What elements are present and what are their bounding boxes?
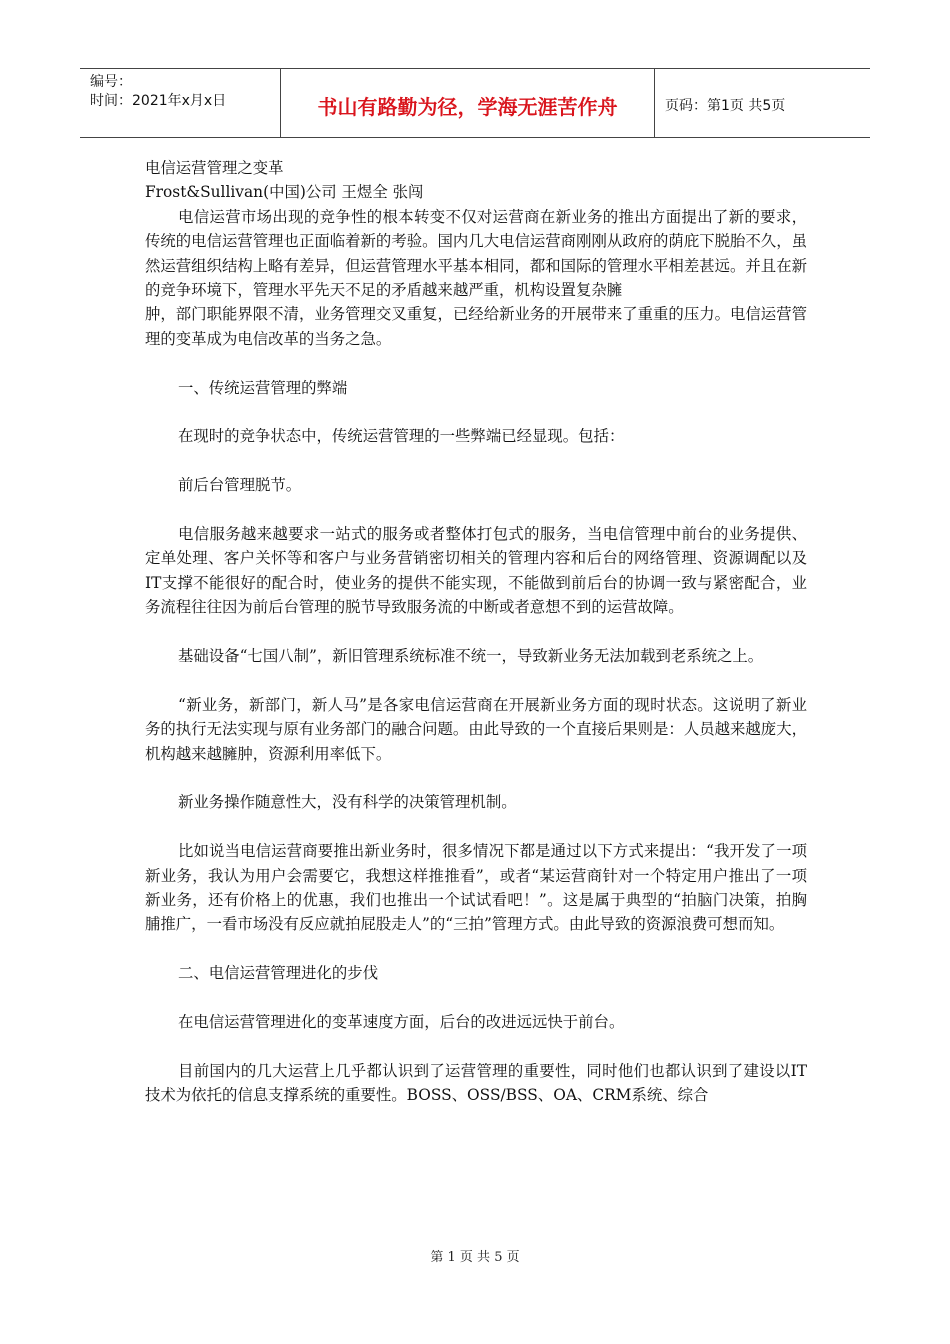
paragraph: “新业务，新部门，新人马”是各家电信运营商在开展新业务方面的现时状态。这说明了新业务的执行无法实现与原有业务部门的融合问题。由此导致的一个直接后果则是：人员越来越庞大，机构越来越臃肿，资源利用率低下。 <box>145 695 807 763</box>
intro-paragraph-continued: 肿，部门职能界限不清，业务管理交叉重复，已经给新业务的开展带来了重重的压力。电信运营管理的变革成为电信改革的当务之急。 <box>145 305 807 348</box>
paragraph: 基础设备“七国八制”，新旧管理系统标准不统一，导致新业务无法加载到老系统之上。 <box>178 647 764 666</box>
document-body <box>145 156 807 1108</box>
paragraph: 新业务操作随意性大，没有科学的决策管理机制。 <box>178 793 517 812</box>
document-title: 电信运营管理之变革 <box>145 159 284 177</box>
page-footer: 第 1 页 共 5 页 <box>430 1250 520 1265</box>
section-heading-2: 二、电信运营管理进化的步伐 <box>178 964 379 983</box>
paragraph: 电信服务越来越要求一站式的服务或者整体打包式的服务，当电信管理中前台的业务提供、定单处理、客户关怀等和客户与业务营销密切相关的管理内容和后台的网络管理、资源调配以及IT支撑不能很好的配合时，使业务的提供不能实现，不能做到前后台的协调一致与紧密配合，业务流程往往因为前后台管理的脱节导致服务流的中断或者意想不到的运营故障。 <box>145 525 807 617</box>
paragraph: 前后台管理脱节。 <box>178 476 302 495</box>
paragraph: 在现时的竞争状态中，传统运营管理的一些弊端已经显现。包括： <box>178 427 625 446</box>
time-label: 时间：2021年x月x日 <box>90 93 227 109</box>
intro-paragraph: 电信运营市场出现的竞争性的根本转变不仅对运营商在新业务的推出方面提出了新的要求，传统的电信运营管理也正面临着新的考验。国内几大电信运营商刚刚从政府的荫庇下脱胎不久，虽然运营组织结构上略有差异，但运营管理水平基本相同，都和国际的管理水平相差甚远。并且在新的竞争环境下，管理水平先天不足的矛盾越来越严重，机构设置复杂臃 <box>145 207 807 300</box>
serial-label: 编号： <box>90 74 132 90</box>
paragraph: 在电信运营管理进化的变革速度方面，后台的改进远远快于前台。 <box>178 1013 625 1032</box>
paragraph: 目前国内的几大运营上几乎都认识到了运营管理的重要性，同时他们也都认识到了建设以IT技术为依托的信息支撑系统的重要性。BOSS、OSS/BSS、OA、CRM系统、综合 <box>145 1061 807 1105</box>
document-byline: Frost&Sullivan(中国)公司 王煜全 张闯 <box>145 183 424 202</box>
section-heading-1: 一、传统运营管理的弊端 <box>178 378 348 397</box>
header-page-info: 页码：第1页 共5页 <box>665 98 786 114</box>
header-meta <box>80 69 281 137</box>
header-motto: 书山有路勤为径，学海无涯苦作舟 <box>281 69 655 137</box>
paragraph: 比如说当电信运营商要推出新业务时，很多情况下都是通过以下方式来提出：“我开发了一项新业务，我认为用户会需要它，我想这样推推看”，或者“某运营商针对一个特定用户推出了一项新业务，还有价格上的优惠，我们也推出一个试试看吧！”。这是属于典型的“拍脑门决策，拍胸脯推广，一看市场没有反应就拍屁股走人”的“三拍”管理方式。由此导致的资源浪费可想而知。 <box>145 842 807 934</box>
document-header <box>80 68 870 138</box>
